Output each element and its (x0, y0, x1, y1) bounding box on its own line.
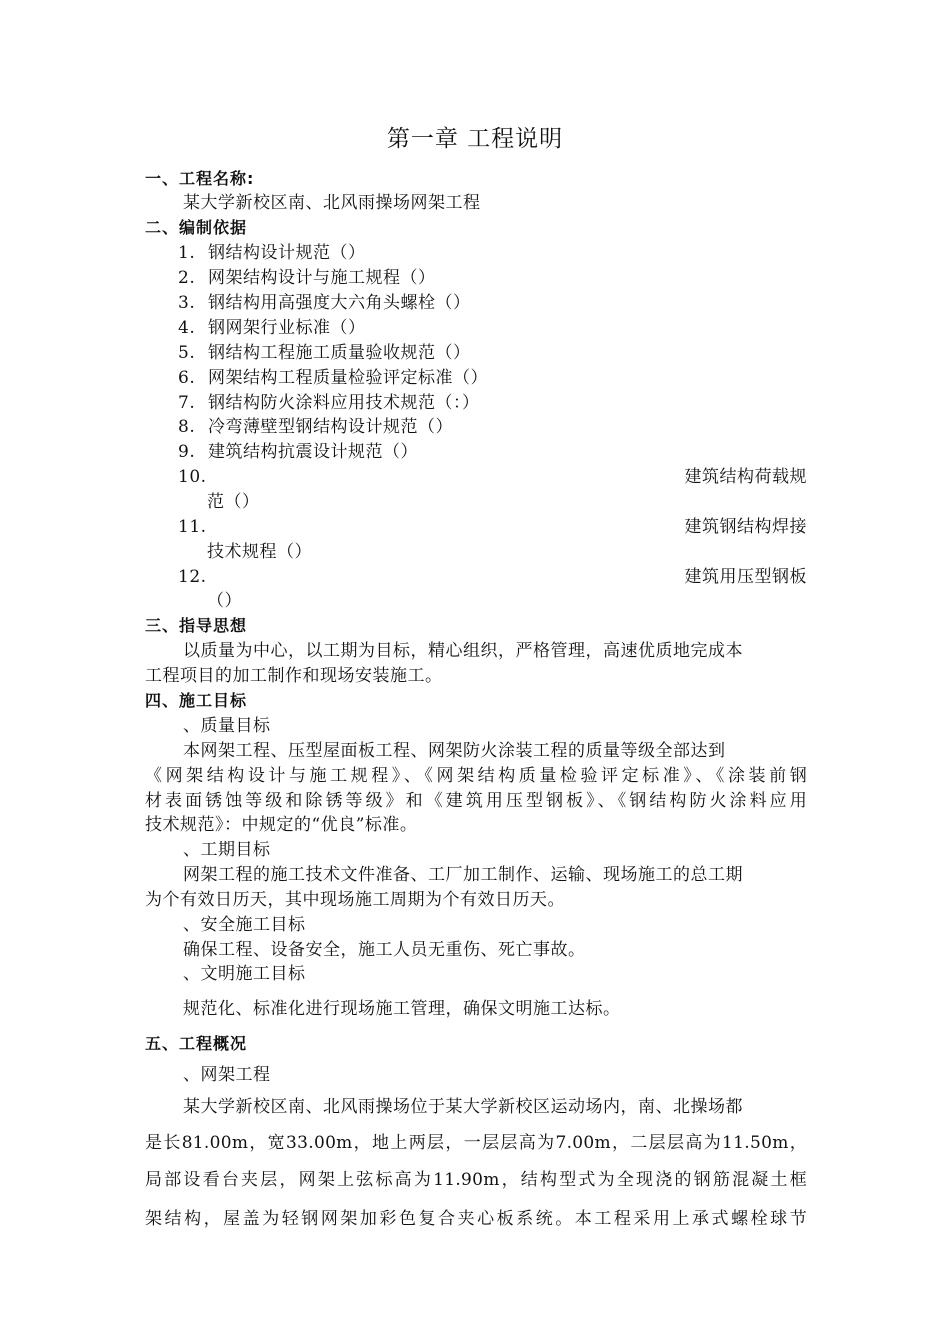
basis-item-text: 钢结构防火涂料应用技术规范（：） (208, 393, 480, 413)
basis-item (178, 367, 488, 389)
basis-item (178, 416, 453, 438)
basis-item-number: 8. (178, 417, 196, 437)
basis-item-text: 建筑结构抗震设计规范（） (208, 442, 418, 462)
quality-goal-line: 《网架结构设计与施工规程》、《网架结构质量检验评定标准》、《涂装前钢 (145, 766, 807, 786)
basis-item-text: 建筑钢结构焊接 (684, 517, 807, 537)
guiding-line: 以质量为中心，以工期为目标，精心组织，严格管理，高速优质地完成本 (183, 641, 743, 661)
basis-item-text: 钢结构用高强度大六角头螺栓（） (208, 293, 471, 313)
civil-goal-label: 、文明施工目标 (183, 964, 306, 984)
civil-goal-line: 规范化、标准化进行现场施工管理，确保文明施工达标。 (183, 999, 621, 1019)
basis-item (178, 242, 366, 264)
quality-goal-line: 技术规范》：中规定的“优良”标准。 (145, 815, 418, 835)
basis-item (178, 342, 471, 364)
safety-goal-line: 确保工程、设备安全，施工人员无重伤、死亡事故。 (183, 940, 586, 960)
basis-item-number: 11. (178, 517, 207, 537)
basis-item-text: 冷弯薄壁型钢结构设计规范（） (208, 417, 453, 437)
quality-goal-line: 本网架工程、压型屋面板工程、网架防火涂装工程的质量等级全部达到 (183, 741, 726, 761)
basis-item-number: 4. (178, 318, 196, 338)
basis-item-number: 3. (178, 293, 196, 313)
basis-item-number: 5. (178, 343, 196, 363)
basis-item-number: 1. (178, 243, 196, 263)
section-3-heading: 三、指导思想 (145, 616, 248, 635)
overview-line: 架结构，屋盖为轻钢网架加彩色复合夹心板系统。本工程采用上承式螺栓球节 (145, 1209, 807, 1229)
basis-item-text: 钢结构工程施工质量验收规范（） (208, 343, 471, 363)
section-5-heading: 五、工程概况 (145, 1034, 248, 1053)
basis-item-continuation: （） (207, 591, 242, 611)
schedule-goal-line: 为个有效日历天，其中现场施工周期为个有效日历天。 (145, 890, 565, 910)
guiding-line: 工程项目的加工制作和现场安装施工。 (145, 666, 443, 686)
basis-item-text: 网架结构工程质量检验评定标准（） (208, 368, 488, 388)
basis-item-number: 6. (178, 368, 196, 388)
overview-line: 是长81.00m，宽33.00m，地上两层，一层层高为7.00m，二层层高为11.50m， (145, 1133, 807, 1153)
section-2-heading: 二、编制依据 (145, 218, 248, 237)
quality-goal-line: 材表面锈蚀等级和除锈等级》和《建筑用压型钢板》、《钢结构防火涂料应用 (145, 791, 807, 811)
basis-item-number: 12. (178, 567, 207, 587)
overview-line: 局部设看台夹层，网架上弦标高为11.90m，结构型式为全现浇的钢筋混凝土框 (145, 1170, 807, 1190)
basis-item (178, 441, 418, 463)
basis-item-number: 7. (178, 393, 196, 413)
basis-item-text: 建筑结构荷载规 (684, 467, 807, 487)
overview-line: 某大学新校区南、北风雨操场位于某大学新校区运动场内，南、北操场都 (183, 1097, 743, 1117)
basis-item-text: 钢网架行业标准（） (208, 318, 366, 338)
basis-item (178, 292, 471, 314)
project-name: 某大学新校区南、北风雨操场网架工程 (183, 193, 481, 213)
basis-item (178, 392, 480, 414)
chapter-title: 第一章 工程说明 (386, 126, 564, 152)
basis-item-number: 9. (178, 442, 196, 462)
safety-goal-label: 、安全施工目标 (183, 915, 306, 935)
basis-item-number: 2. (178, 268, 196, 288)
basis-item (178, 317, 366, 339)
quality-goal-label: 、质量目标 (183, 716, 271, 736)
basis-item-text: 钢结构设计规范（） (208, 243, 366, 263)
basis-item-continuation: 范（） (207, 492, 260, 512)
basis-item (178, 267, 436, 289)
basis-item-number: 10. (178, 467, 207, 487)
overview-sub-label: 、网架工程 (183, 1065, 271, 1085)
section-1-heading: 一、工程名称: (145, 169, 255, 188)
basis-item-continuation: 技术规程（） (207, 542, 312, 562)
schedule-goal-label: 、工期目标 (183, 840, 271, 860)
schedule-goal-line: 网架工程的施工技术文件准备、工厂加工制作、运输、现场施工的总工期 (183, 865, 743, 885)
section-4-heading: 四、施工目标 (145, 691, 248, 710)
basis-item-text: 网架结构设计与施工规程（） (208, 268, 436, 288)
basis-item-text: 建筑用压型钢板 (684, 567, 807, 587)
